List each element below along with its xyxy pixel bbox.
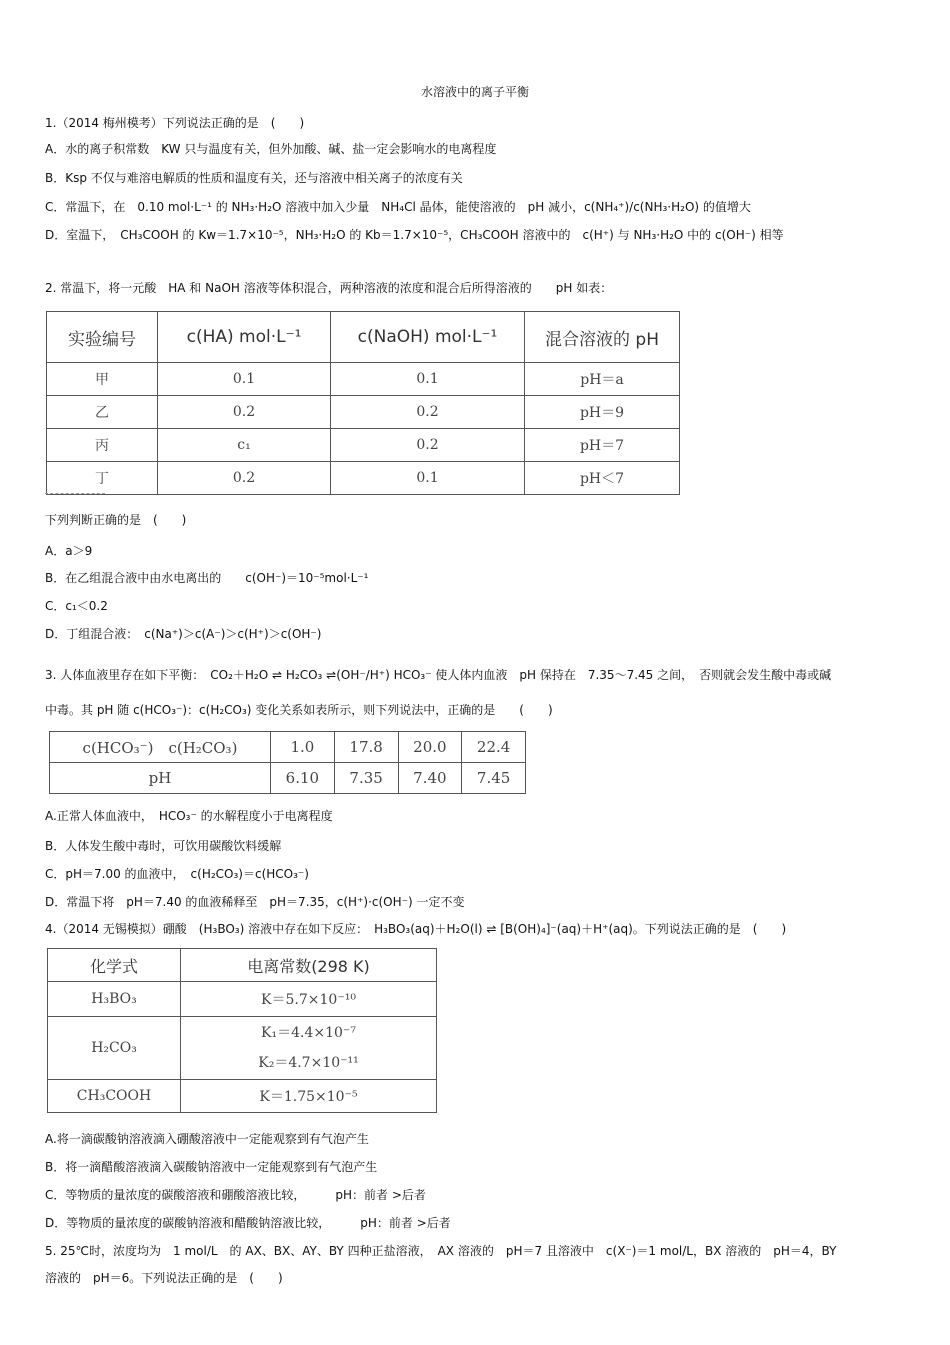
q5-stem-line2: 溶液的 pH＝6。下列说法正确的是 ( ) — [45, 1271, 283, 1285]
table-row — [47, 363, 680, 396]
header-mix-ph: 混合溶液的 pH — [525, 312, 680, 363]
cell-formula: H₃BO₃ — [48, 982, 181, 1017]
cell-c-naoh: 0.2 — [331, 396, 525, 429]
constant-k1: K₁＝4.4×10⁻⁷ — [261, 1025, 356, 1041]
cell-c-naoh: 0.1 — [331, 462, 525, 495]
cell-ratio: 22.4 — [462, 732, 526, 763]
table-row — [48, 1017, 437, 1080]
cell-ratio: 1.0 — [271, 732, 335, 763]
cell-ph: 7.45 — [462, 763, 526, 794]
header-formula: 化学式 — [48, 949, 181, 982]
q2-option-d: D．丁组混合液： c(Na⁺)＞c(A⁻)＞c(H⁺)＞c(OH⁻) — [45, 627, 322, 641]
cell-c-naoh: 0.2 — [331, 429, 525, 462]
cell-id: 丁 — [47, 462, 158, 495]
cell-ph: pH＜7 — [525, 462, 680, 495]
q5-stem-line1: 5. 25℃时，浓度均为 1 mol/L 的 AX、BX、AY、BY 四种正盐溶液， AX 溶液的 pH＝7 且溶液中 c(X⁻)＝1 mol/L，BX 溶液的 pH＝4，BY — [45, 1244, 837, 1258]
q2-option-c: C．c₁＜0.2 — [45, 599, 108, 613]
q1-option-a: A．水的离子积常数 KW 只与温度有关，但外加酸、碱、盐一定会影响水的电离程度 — [45, 142, 497, 156]
table-row — [48, 1080, 437, 1113]
cell-formula: CH₃COOH — [48, 1080, 181, 1113]
cell-c-naoh: 0.1 — [331, 363, 525, 396]
q3-option-a: A.正常人体血液中， HCO₃⁻ 的水解程度小于电离程度 — [45, 809, 333, 823]
page-title: 水溶液中的离子平衡 — [420, 85, 529, 99]
cell-ph: pH＝7 — [525, 429, 680, 462]
cell-c-ha: 0.2 — [158, 462, 331, 495]
q4-constants-table — [47, 948, 437, 1113]
cell-ph: 7.35 — [334, 763, 398, 794]
cell-c-ha: 0.2 — [158, 396, 331, 429]
table-row — [47, 429, 680, 462]
q2-option-a: A．a＞9 — [45, 544, 93, 558]
cell-constant — [181, 1017, 437, 1080]
q3-option-b: B．人体发生酸中毒时，可饮用碳酸饮料缓解 — [45, 839, 282, 853]
q3-stem-line1: 3. 人体血液里存在如下平衡： CO₂＋H₂O ⇌ H₂CO₃ ⇌(OH⁻/H⁺) HCO₃⁻ 使人体内血液 pH 保持在 7.35～7.45 之间， 否则就会发生酸中毒或碱 — [45, 668, 832, 682]
cell-ph: pH＝a — [525, 363, 680, 396]
table-header-row — [48, 949, 437, 982]
cell-c-ha: c₁ — [158, 429, 331, 462]
row-label-ratio: c(HCO₃⁻) c(H₂CO₃) — [50, 732, 271, 763]
header-c-naoh: c(NaOH) mol·L⁻¹ — [331, 312, 525, 363]
cell-constant: K＝5.7×10⁻¹⁰ — [181, 982, 437, 1017]
table-row — [47, 396, 680, 429]
q4-option-c: C．等物质的量浓度的碳酸溶液和硼酸溶液比较， pH：前者 >后者 — [45, 1188, 426, 1202]
constant-k2: K₂＝4.7×10⁻¹¹ — [258, 1055, 359, 1071]
scan-artifact — [45, 493, 105, 500]
table-header-row — [47, 312, 680, 363]
q2-option-b: B．在乙组混合液中由水电离出的 c(OH⁻)＝10⁻⁵mol·L⁻¹ — [45, 571, 369, 585]
q1-option-b: B．Ksp 不仅与难溶电解质的性质和温度有关，还与溶液中相关离子的浓度有关 — [45, 171, 463, 185]
cell-ratio: 17.8 — [334, 732, 398, 763]
cell-ph: 7.40 — [398, 763, 462, 794]
cell-id: 甲 — [47, 363, 158, 396]
header-experiment-id: 实验编号 — [47, 312, 158, 363]
cell-constant: K＝1.75×10⁻⁵ — [181, 1080, 437, 1113]
q2-stem: 2. 常温下，将一元酸 HA 和 NaOH 溶液等体积混合，两种溶液的浓度和混合后所得溶液的 pH 如表： — [45, 281, 613, 295]
cell-c-ha: 0.1 — [158, 363, 331, 396]
q4-option-d: D．等物质的量浓度的碳酸钠溶液和醋酸钠溶液比较， pH：前者 >后者 — [45, 1216, 451, 1230]
table-row — [50, 732, 526, 763]
q1-option-c: C．常温下，在 0.10 mol·L⁻¹ 的 NH₃·H₂O 溶液中加入少量 NH₄Cl 晶体，能使溶液的 pH 减小，c(NH₄⁺)/c(NH₃·H₂O) 的值增大 — [45, 200, 751, 214]
q4-option-a: A.将一滴碳酸钠溶液滴入硼酸溶液中一定能观察到有气泡产生 — [45, 1132, 369, 1146]
q4-option-b: B．将一滴醋酸溶液滴入碳酸钠溶液中一定能观察到有气泡产生 — [45, 1160, 378, 1174]
q3-stem-line2: 中毒。其 pH 随 c(HCO₃⁻)：c(H₂CO₃) 变化关系如表所示，则下列说法中，正确的是 ( ) — [45, 703, 553, 717]
q3-ph-table — [49, 731, 526, 794]
q3-option-c: C．pH＝7.00 的血液中， c(H₂CO₃)＝c(HCO₃⁻) — [45, 867, 309, 881]
table-row — [47, 462, 680, 495]
cell-ph: pH＝9 — [525, 396, 680, 429]
cell-formula: H₂CO₃ — [48, 1017, 181, 1080]
table-row — [48, 982, 437, 1017]
q1-option-d: D．室温下， CH₃COOH 的 Kw＝1.7×10⁻⁵，NH₃·H₂O 的 Kb＝1.7×10⁻⁵，CH₃COOH 溶液中的 c(H⁺) 与 NH₃·H₂O 中的 c(OH⁻) 相等 — [45, 228, 784, 242]
header-c-ha: c(HA) mol·L⁻¹ — [158, 312, 331, 363]
q2-data-table — [46, 311, 680, 495]
table-row — [50, 763, 526, 794]
q3-option-d: D．常温下将 pH＝7.40 的血液稀释至 pH＝7.35，c(H⁺)·c(OH⁻) 一定不变 — [45, 895, 465, 909]
q4-stem: 4.（2014 无锡模拟）硼酸 (H₃BO₃) 溶液中存在如下反应： H₃BO₃(aq)＋H₂O(l) ⇌ [B(OH)₄]⁻(aq)＋H⁺(aq)。下列说法正确的是 ( ) — [45, 922, 787, 936]
cell-id: 丙 — [47, 429, 158, 462]
row-label-ph: pH — [50, 763, 271, 794]
header-constant: 电离常数(298 K) — [181, 949, 437, 982]
q2-ask: 下列判断正确的是 ( ) — [45, 513, 187, 527]
cell-ph: 6.10 — [271, 763, 335, 794]
q1-stem: 1.（2014 梅州模考）下列说法正确的是 ( ) — [45, 116, 305, 130]
cell-id: 乙 — [47, 396, 158, 429]
cell-ratio: 20.0 — [398, 732, 462, 763]
